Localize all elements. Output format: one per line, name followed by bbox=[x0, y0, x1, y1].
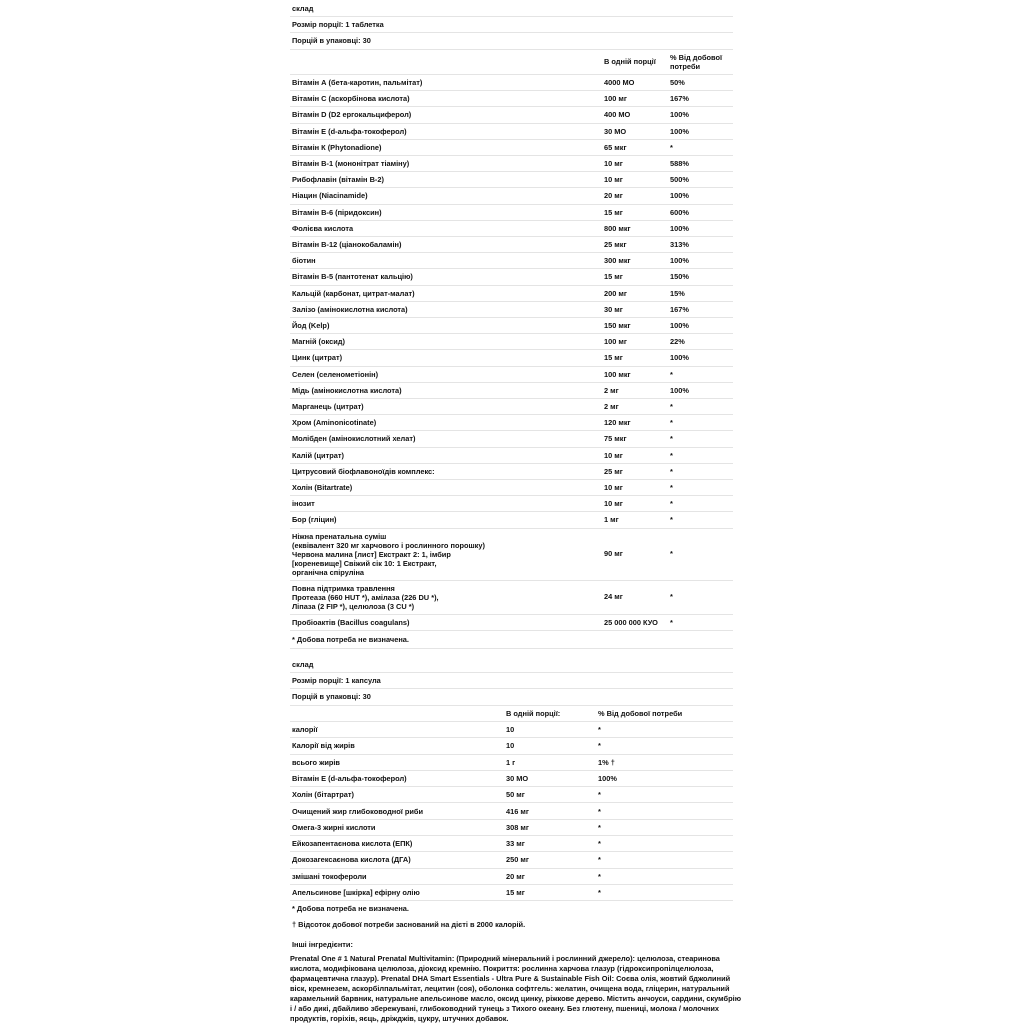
nutrient-amount: 25 мг bbox=[604, 466, 623, 476]
nutrient-amount: 4000 МО bbox=[604, 78, 635, 87]
nutrient-daily-value: 100% bbox=[670, 256, 689, 266]
servings-row bbox=[290, 32, 733, 50]
nutrient-amount: 75 мкг bbox=[604, 434, 627, 444]
table-row bbox=[290, 204, 733, 221]
nutrient-amount: 10 мг bbox=[604, 175, 623, 185]
header-amount: В одній порції: bbox=[506, 709, 561, 718]
nutrient-amount: 1 г bbox=[506, 757, 516, 767]
nutrient-name: Марганець (цитрат) bbox=[292, 402, 364, 411]
nutrient-amount: 15 мг bbox=[604, 272, 623, 282]
nutrient-amount: 2 мг bbox=[604, 402, 619, 411]
nutrient-daily-value: 100% bbox=[670, 223, 689, 233]
table-row bbox=[290, 511, 733, 528]
nutrient-name: Омега-3 жирні кислоти bbox=[292, 822, 376, 832]
table-row bbox=[290, 430, 733, 447]
footnote-not-established: * Добова потреба не визначена. bbox=[292, 634, 409, 644]
nutrient-daily-value: 150% bbox=[670, 272, 689, 282]
table-header-row bbox=[290, 49, 733, 75]
nutrient-amount: 100 мг bbox=[604, 337, 627, 347]
table-title-row bbox=[290, 0, 733, 17]
nutrient-daily-value: * bbox=[598, 741, 601, 751]
nutrient-daily-value: 167% bbox=[670, 304, 689, 314]
table-row bbox=[290, 803, 733, 820]
nutrient-name: Хром (Aminonicotinate) bbox=[292, 418, 377, 428]
nutrient-daily-value: 50% bbox=[670, 78, 685, 87]
nutrient-daily-value: * bbox=[670, 483, 673, 492]
nutrient-name: Калорії від жирів bbox=[292, 741, 355, 751]
table-header-row bbox=[290, 705, 733, 722]
table-row bbox=[290, 851, 733, 868]
nutrient-amount: 10 bbox=[506, 725, 515, 734]
header-daily-value: % Від добової потреби bbox=[598, 709, 683, 718]
table-row bbox=[290, 268, 733, 285]
nutrient-name: Вітамін Е (d-альфа-токоферол) bbox=[292, 773, 407, 783]
nutrient-name: Залізо (амінокислотна кислота) bbox=[292, 304, 408, 314]
nutrient-daily-value: 100% bbox=[670, 321, 689, 330]
nutrient-name: Вітамін К (Phytonadione) bbox=[292, 142, 382, 152]
header-amount: В одній порції bbox=[604, 57, 656, 66]
nutrient-amount: 300 мкг bbox=[604, 256, 631, 266]
nutrient-amount: 250 мг bbox=[506, 855, 529, 865]
nutrient-name: Холін (бітартрат) bbox=[292, 790, 354, 800]
nutrient-amount: 20 мг bbox=[506, 871, 525, 881]
nutrient-daily-value: 100% bbox=[598, 773, 617, 783]
table-row bbox=[290, 106, 733, 123]
nutrient-name: біотин bbox=[292, 256, 316, 266]
table-row bbox=[290, 447, 733, 464]
nutrient-amount: 1 мг bbox=[604, 515, 619, 525]
nutrient-name: Вітамін С (аскорбінова кислота) bbox=[292, 94, 410, 104]
nutrient-daily-value: * bbox=[598, 790, 601, 800]
table-row bbox=[290, 171, 733, 188]
table-row bbox=[290, 236, 733, 253]
nutrient-name: Вітамін D (D2 ергокальциферол) bbox=[292, 110, 412, 120]
table-row bbox=[290, 463, 733, 480]
nutrient-amount: 90 мг bbox=[604, 548, 623, 558]
nutrient-name: Мідь (амінокислотна кислота) bbox=[292, 385, 402, 395]
nutrient-name: Рибофлавін (вітамін В-2) bbox=[292, 175, 384, 185]
nutrient-daily-value: * bbox=[598, 822, 601, 832]
table-row bbox=[290, 90, 733, 107]
nutrient-amount: 10 мг bbox=[604, 450, 623, 460]
nutrient-daily-value: 100% bbox=[670, 385, 689, 395]
nutrient-name: Ніацин (Niacinamide) bbox=[292, 191, 368, 201]
nutrient-name: Цитрусовий біофлавоноїдів комплекс: bbox=[292, 466, 435, 476]
table-row bbox=[290, 737, 733, 754]
nutrient-daily-value: * bbox=[670, 142, 673, 152]
table-title-row bbox=[290, 656, 733, 673]
nutrient-name: Ейкозапентаєнова кислота (ЕПК) bbox=[292, 839, 413, 849]
nutrient-name: Кальцій (карбонат, цитрат-малат) bbox=[292, 288, 415, 298]
table-row bbox=[290, 220, 733, 237]
table-row bbox=[290, 252, 733, 269]
header-daily-value: % Від добової потреби bbox=[670, 53, 723, 71]
nutrient-amount: 10 bbox=[506, 741, 515, 751]
nutrient-name: Молібден (амінокислотний хелат) bbox=[292, 434, 416, 444]
serving-size: Розмір порції: 1 капсула bbox=[292, 676, 381, 685]
serving-size-row bbox=[290, 16, 733, 33]
table-row bbox=[290, 349, 733, 366]
table-row bbox=[290, 835, 733, 852]
table-row bbox=[290, 580, 733, 615]
table-row bbox=[290, 479, 733, 496]
nutrient-amount: 25 мкг bbox=[604, 240, 627, 249]
nutrient-daily-value: * bbox=[598, 725, 601, 734]
nutrient-amount: 120 мкг bbox=[604, 418, 631, 428]
nutrient-amount: 20 мг bbox=[604, 191, 623, 201]
nutrient-daily-value: * bbox=[670, 450, 673, 460]
nutrient-daily-value: * bbox=[670, 466, 673, 476]
nutrient-name: змішані токофероли bbox=[292, 871, 367, 881]
nutrient-daily-value: * bbox=[598, 806, 601, 816]
nutrient-amount: 800 мкг bbox=[604, 223, 631, 233]
nutrient-amount: 10 мг bbox=[604, 483, 623, 492]
nutrient-name: Бор (гліцин) bbox=[292, 515, 337, 525]
other-ingredients-heading: Інші інгредієнти: bbox=[292, 940, 353, 949]
nutrient-amount: 30 МО bbox=[506, 773, 529, 783]
nutrient-name: Селен (селенометіонін) bbox=[292, 369, 379, 379]
nutrient-daily-value: 100% bbox=[670, 110, 689, 120]
table-row bbox=[290, 301, 733, 318]
nutrient-name: Пробіоактів (Bacillus coagulans) bbox=[292, 617, 410, 627]
nutrient-name: Цинк (цитрат) bbox=[292, 353, 343, 363]
table-row bbox=[290, 614, 733, 631]
nutrient-name: Апельсинове [шкірка] ефірну олію bbox=[292, 888, 420, 897]
nutrient-daily-value: 15% bbox=[670, 288, 685, 298]
footnote-not-established-2: * Добова потреба не визначена. bbox=[292, 904, 409, 913]
table-row bbox=[290, 398, 733, 415]
table-row bbox=[290, 754, 733, 771]
nutrient-name: Вітамін Е (d-альфа-токоферол) bbox=[292, 126, 407, 136]
nutrient-amount: 308 мг bbox=[506, 822, 529, 832]
table-row bbox=[290, 333, 733, 350]
table-row bbox=[290, 770, 733, 787]
nutrient-amount: 2 мг bbox=[604, 385, 619, 395]
nutrient-amount: 30 МО bbox=[604, 126, 627, 136]
table-row bbox=[290, 382, 733, 399]
table-row bbox=[290, 139, 733, 156]
nutrient-daily-value: 600% bbox=[670, 207, 689, 217]
nutrient-daily-value: * bbox=[670, 548, 673, 558]
nutrient-daily-value: 100% bbox=[670, 191, 689, 201]
nutrient-name: Магній (оксид) bbox=[292, 337, 345, 347]
nutrient-daily-value: * bbox=[670, 418, 673, 428]
nutrient-daily-value: * bbox=[670, 369, 673, 379]
table-row bbox=[290, 884, 733, 901]
servings-per-container: Порцій в упаковці: 30 bbox=[292, 36, 371, 45]
table-row bbox=[290, 414, 733, 431]
nutrient-amount: 25 000 000 КУО bbox=[604, 617, 658, 627]
nutrient-name: Вітамін В-6 (піридоксин) bbox=[292, 207, 382, 217]
nutrient-name: Вітамін А (бета-каротин, пальмітат) bbox=[292, 78, 423, 87]
nutrient-amount: 15 мг bbox=[604, 207, 623, 217]
nutrient-name: Повна підтримка травлення Протеаза (660 HUT *), амілаза (226 DU *), Ліпаза (2 FIP *), целюлоза (3 CU *) bbox=[292, 583, 439, 611]
nutrient-amount: 33 мг bbox=[506, 839, 525, 849]
nutrient-name: Йод (Kelp) bbox=[292, 321, 330, 330]
serving-size-row bbox=[290, 672, 733, 689]
nutrient-daily-value: * bbox=[670, 617, 673, 627]
footnote-row bbox=[290, 630, 733, 649]
nutrient-amount: 400 МО bbox=[604, 110, 631, 120]
table-row bbox=[290, 74, 733, 91]
nutrient-name: калорії bbox=[292, 725, 318, 734]
nutrient-daily-value: * bbox=[670, 499, 673, 509]
nutrient-amount: 15 мг bbox=[506, 888, 525, 897]
table-title: склад bbox=[292, 4, 314, 13]
nutrient-daily-value: 167% bbox=[670, 94, 689, 104]
table-title: склад bbox=[292, 660, 314, 669]
table-row bbox=[290, 187, 733, 204]
table-row bbox=[290, 721, 733, 738]
nutrient-name: інозит bbox=[292, 499, 315, 509]
nutrient-name: Ніжна пренатальна суміш (еквівалент 320 мг харчового і рослинного порошку) Червона малина [лист] Екстракт 2: 1, імбир [кореневище] Свіжий сік 10: 1 Екстракт, органічна спіруліна bbox=[292, 531, 485, 577]
nutrient-amount: 100 мкг bbox=[604, 369, 631, 379]
nutrient-daily-value: 100% bbox=[670, 353, 689, 363]
table-row bbox=[290, 868, 733, 885]
table-row bbox=[290, 317, 733, 334]
nutrient-name: Вітамін В-5 (пантотенат кальцію) bbox=[292, 272, 413, 282]
nutrient-daily-value: 500% bbox=[670, 175, 689, 185]
table-row bbox=[290, 366, 733, 383]
nutrient-amount: 10 мг bbox=[604, 499, 623, 509]
nutrient-amount: 200 мг bbox=[604, 288, 627, 298]
table-row bbox=[290, 285, 733, 302]
servings-row bbox=[290, 688, 733, 706]
nutrient-amount: 15 мг bbox=[604, 353, 623, 363]
table-row bbox=[290, 528, 733, 581]
nutrient-daily-value: 100% bbox=[670, 126, 689, 136]
nutrient-daily-value: 313% bbox=[670, 240, 689, 249]
table-row bbox=[290, 786, 733, 803]
nutrient-amount: 65 мкг bbox=[604, 142, 627, 152]
nutrient-daily-value: 1% † bbox=[598, 757, 615, 767]
nutrient-amount: 100 мг bbox=[604, 94, 627, 104]
nutrient-name: Докозагексаєнова кислота (ДГА) bbox=[292, 855, 411, 865]
nutrient-name: Холін (Bitartrate) bbox=[292, 483, 353, 492]
nutrient-amount: 30 мг bbox=[604, 304, 623, 314]
nutrient-daily-value: * bbox=[598, 855, 601, 865]
nutrient-amount: 150 мкг bbox=[604, 321, 631, 330]
nutrient-amount: 10 мг bbox=[604, 159, 623, 168]
nutrient-daily-value: 588% bbox=[670, 159, 689, 168]
nutrient-name: всього жирів bbox=[292, 757, 340, 767]
nutrient-daily-value: * bbox=[670, 591, 673, 601]
table-row bbox=[290, 155, 733, 172]
nutrient-daily-value: * bbox=[670, 515, 673, 525]
nutrient-name: Очищений жир глибоководної риби bbox=[292, 806, 424, 816]
nutrient-name: Вітамін В-1 (мононітрат тіаміну) bbox=[292, 159, 410, 168]
nutrient-name: Вітамін В-12 (ціанокобаламін) bbox=[292, 240, 402, 249]
nutrient-name: Фолієва кислота bbox=[292, 223, 354, 233]
nutrient-amount: 416 мг bbox=[506, 806, 529, 816]
nutrient-daily-value: * bbox=[598, 871, 601, 881]
table-row bbox=[290, 495, 733, 512]
nutrient-daily-value: 22% bbox=[670, 337, 685, 347]
nutrient-daily-value: * bbox=[670, 402, 673, 411]
footnote-daily-value-basis: † Відсоток добової потреби заснований на дієті в 2000 калорій. bbox=[292, 920, 526, 929]
nutrient-daily-value: * bbox=[598, 888, 601, 897]
nutrient-name: Калій (цитрат) bbox=[292, 450, 344, 460]
nutrient-daily-value: * bbox=[598, 839, 601, 849]
nutrient-daily-value: * bbox=[670, 434, 673, 444]
serving-size: Розмір порції: 1 таблетка bbox=[292, 20, 384, 29]
nutrient-amount: 24 мг bbox=[604, 591, 623, 601]
table-row bbox=[290, 123, 733, 140]
nutrient-amount: 50 мг bbox=[506, 790, 525, 800]
table-row bbox=[290, 819, 733, 836]
servings-per-container: Порцій в упаковці: 30 bbox=[292, 692, 371, 701]
other-ingredients-text: Prenatal One # 1 Natural Prenatal Multivitamin: (Природний мінеральний і рослинний джерело): целюлоза, стеаринова кислота, модифікована целюлоза, діоксид кремнію. Покриття: рослинна харчова глазур (гідроксипропілцелюлоза, фармацевтична глазур). Prenatal DHA Smart Essentials - Ultra Pure & Sustainable Fish Oil: Соєва олія, жовтий бджолиний віск, кремнезем, аскорбілпальмітат, лецитин (соя), оболонка софтгель: желатин, очищена вода, гліцерин, натуральний карамельний барвник, натуральне апельсинове масло, оксид цинку, ріжкове дерево. Містить анчоуси, сардини, скумбрію і / або дикі, дбайливо збережувані, глибоководний тунець з Тихого океану. Без глютену, пшениці, молока / молочних продуктів, горіхів, яєць, дріжджів, цукру, штучних добавок. bbox=[290, 954, 741, 1023]
